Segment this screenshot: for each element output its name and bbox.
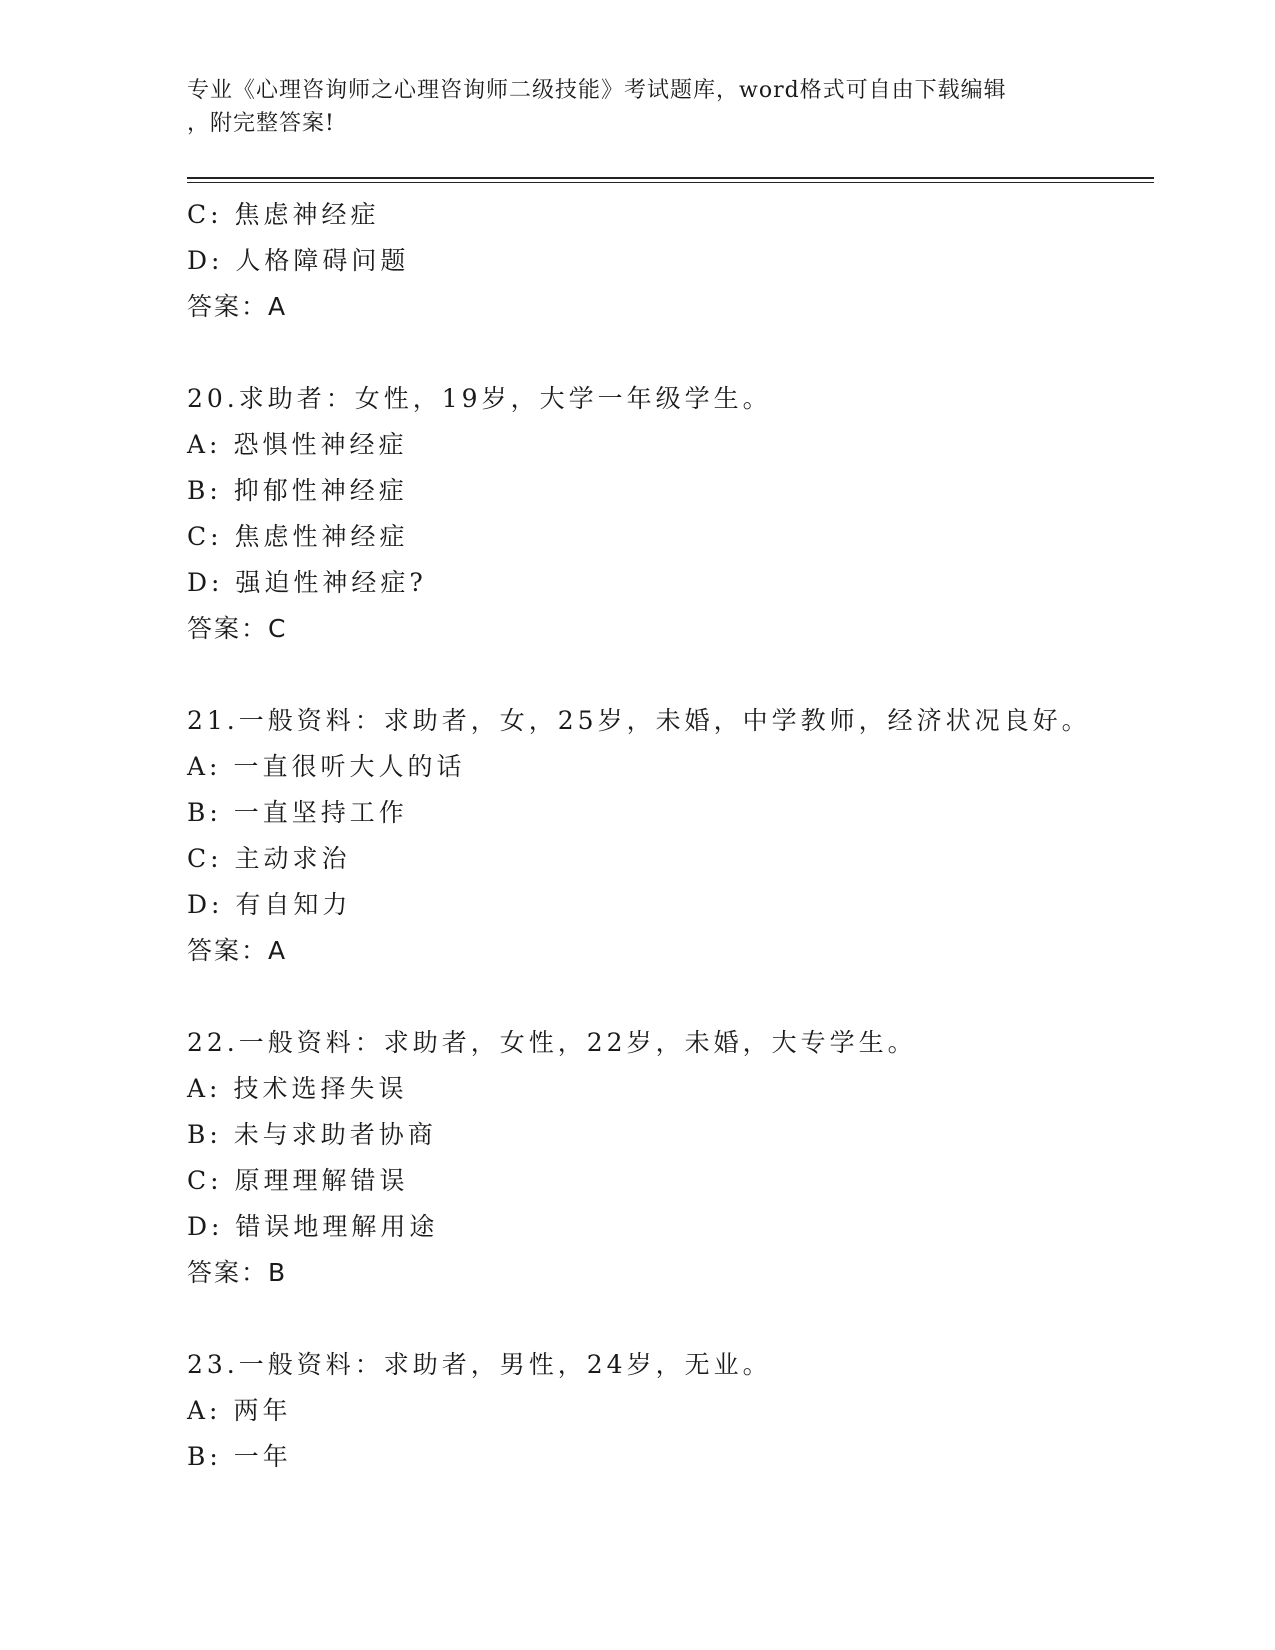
option-line [187,238,1147,284]
header-rule-thick [187,177,1154,179]
option-line [187,836,1147,882]
option-line [187,882,1147,928]
question-22 [187,1020,1147,1296]
option-letter: D: [187,890,224,919]
option-line [187,468,1147,514]
option-letter: B: [187,798,222,827]
option-text: 未与求助者协商 [233,1120,437,1149]
option-letter: A: [187,752,222,781]
option-text: 焦虑性神经症 [234,522,409,551]
question-20 [187,376,1147,652]
option-line [187,1112,1147,1158]
option-text: 原理理解错误 [234,1166,409,1195]
option-line [187,1158,1147,1204]
carryover-block [187,192,1147,330]
option-text: 一年 [233,1442,292,1471]
option-text: 强迫性神经症? [235,568,427,597]
option-letter: C: [187,522,223,551]
option-letter: B: [187,476,222,505]
option-text: 一直很听大人的话 [233,752,466,781]
option-line [187,1204,1147,1250]
header-line-2: ，附完整答案! [187,111,335,136]
answer-line: 答案：C [187,614,288,643]
option-text: 焦虑神经症 [234,200,380,229]
option-letter: D: [187,1212,224,1241]
spacer [187,652,1147,698]
option-text: 两年 [233,1396,292,1425]
option-letter: B: [187,1442,222,1471]
question-21 [187,698,1147,974]
option-letter: D: [187,246,224,275]
option-line [187,1388,1147,1434]
option-text: 有自知力 [235,890,352,919]
option-letter: A: [187,1074,222,1103]
option-text: 恐惧性神经症 [233,430,408,459]
answer-line: 答案：A [187,936,288,965]
option-text: 人格障碍问题 [235,246,410,275]
option-text: 错误地理解用途 [235,1212,439,1241]
option-letter: C: [187,1166,223,1195]
option-line [187,560,1147,606]
option-line [187,790,1147,836]
option-letter: B: [187,1120,222,1149]
option-line [187,1066,1147,1112]
option-text: 主动求治 [234,844,351,873]
answer-line: 答案：A [187,292,288,321]
option-line [187,1434,1147,1480]
question-stem: 21.一般资料：求助者，女，25岁，未婚，中学教师，经济状况良好。 [187,706,1091,735]
spacer [187,1296,1147,1342]
header-line-1: 专业《心理咨询师之心理咨询师二级技能》考试题库，word格式可自由下载编辑 [187,78,1007,103]
option-letter: C: [187,844,223,873]
option-letter: A: [187,1396,222,1425]
spacer [187,974,1147,1020]
option-line [187,514,1147,560]
option-letter: A: [187,430,222,459]
option-line [187,192,1147,238]
option-text: 抑郁性神经症 [233,476,408,505]
question-23 [187,1342,1147,1480]
header-rule-thin [187,182,1154,183]
spacer [187,330,1147,376]
question-stem: 20.求助者：女性，19岁，大学一年级学生。 [187,384,772,413]
option-letter: C: [187,200,223,229]
option-line [187,744,1147,790]
option-letter: D: [187,568,224,597]
document-header [187,74,1087,140]
question-stem: 23.一般资料：求助者，男性，24岁，无业。 [187,1350,772,1379]
question-stem: 22.一般资料：求助者，女性，22岁，未婚，大专学生。 [187,1028,917,1057]
answer-line: 答案：B [187,1258,288,1287]
question-content [187,192,1147,1480]
option-text: 技术选择失误 [233,1074,408,1103]
option-text: 一直坚持工作 [233,798,408,827]
option-line [187,422,1147,468]
